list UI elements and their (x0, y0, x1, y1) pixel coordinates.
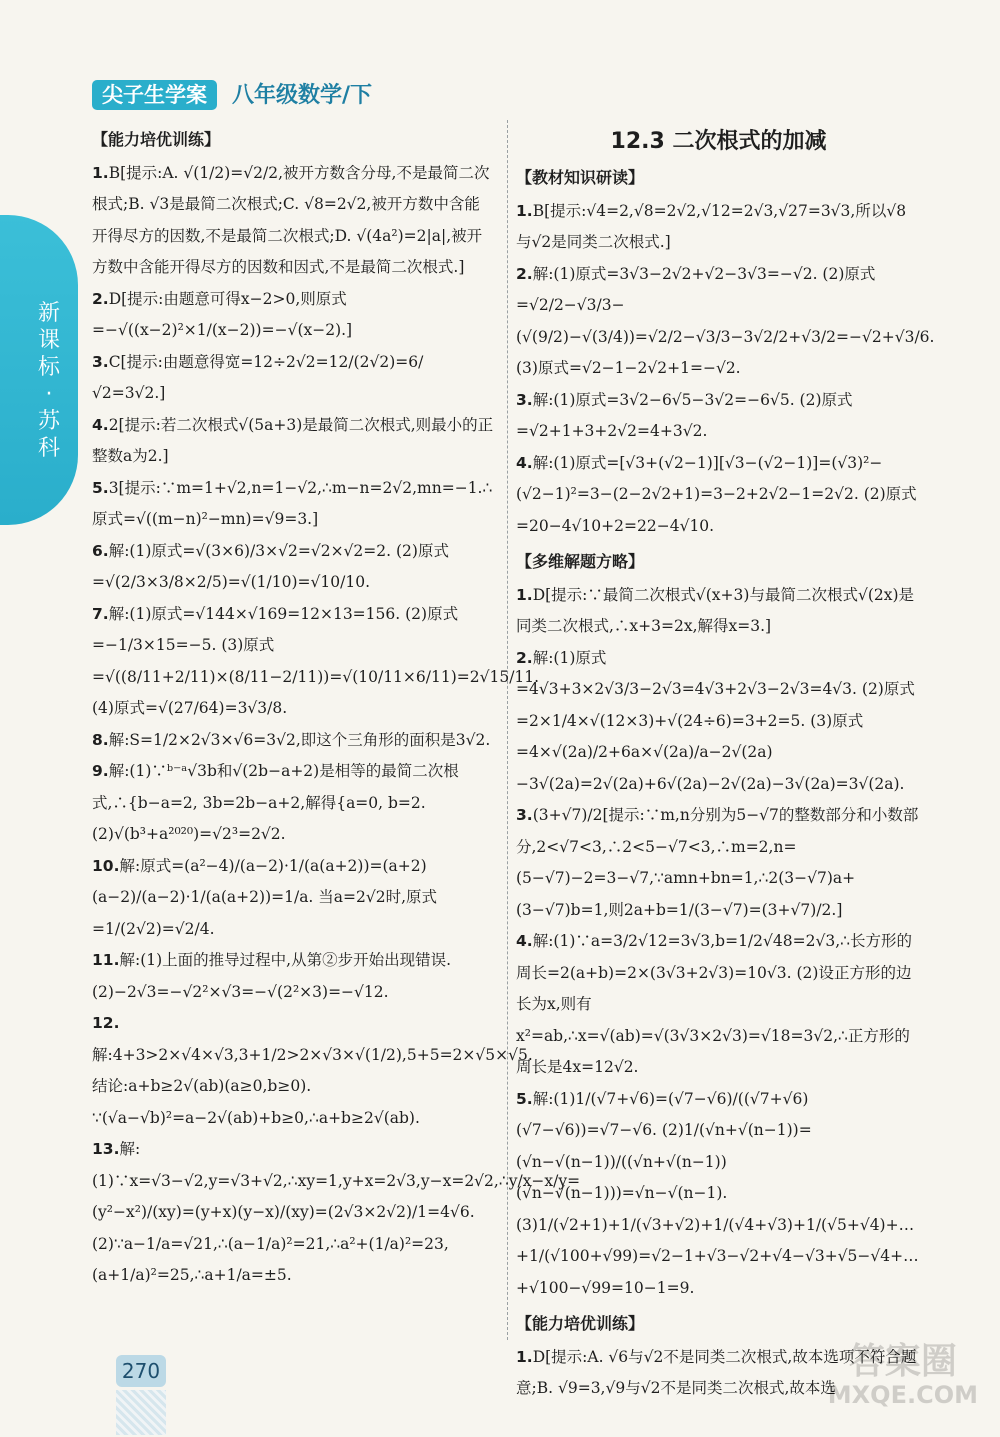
item-text: 解:(1)∵x=√3−√2,y=√3+√2,∴xy=1,y+x=2√3,y−x=2√2,∴y/x−x/y=(y²−x²)/(xy)=(y+x)(y−x)/(xy)=(2√3×2√2)/1=4√6. (2)∵a−1/a=√21,∴(a−1/a)²=21,∴a²+(1/a)²=23,(a+1/a)²=25,∴a+1/a=±5. (92, 1140, 581, 1284)
item-text: 解:S=1/2×2√3×√6=3√2,即这个三角形的面积是3√2. (108, 730, 491, 749)
side-char: 课 (37, 328, 60, 353)
item-text: C[提示:由题意得宽=12÷2√2=12/(2√2)=6/√2=3√2.] (92, 352, 424, 402)
item-text: 解:(1)原式=√144×√169=12×13=156. (2)原式=−1/3×15=−5. (3)原式=√((8/11+2/11)×(8/11−2/11))=√(10/11×6/11)=2√15/11. (4)原式=√(27/64)=3√3/8. (92, 604, 540, 717)
section-label: 【能力培优训练】 (516, 1314, 645, 1333)
item-text: 解:(1)原式=[√3+(√2−1)][√3−(√2−1)]=(√3)²−(√2−1)²=3−(2−2√2+1)=3−2+2√2−1=2√2. (2)原式=20−4√10+2=22−4√10. (516, 453, 917, 535)
item-number: 2. (516, 264, 533, 283)
item-number: 1. (92, 163, 109, 182)
answer-item (516, 1084, 921, 1305)
section-label: 【能力培优训练】 (92, 130, 221, 149)
item-text: 解:(1)原式=3√3−2√2+√2−3√3=−√2. (2)原式=√2/2−√3/3−(√(9/2)−√(3/4))=√2/2−√3/3−3√2/2+√3/2=−√2+√3/6. (3)原式=√2−1−2√2+1=−√2. (516, 264, 935, 377)
answer-item (92, 945, 494, 1008)
item-text: 解:(1)∵ᵇ⁻ᵃ√3b和√(2b−a+2)是相等的最简二次根式,∴{b−a=2, 3b=2b−a+2,解得{a=0, b=2. (2)√(b³+a²⁰²⁰)=√2³=2√2. (92, 762, 459, 843)
item-text: 解:(1)上面的推导过程中,从第②步开始出现错误. (2)−2√3=−√2²×√3=−√(2²×3)=−√12. (92, 951, 452, 1001)
answer-item (92, 1008, 533, 1134)
item-text: 3[提示:∵m=1+√2,n=1−√2,∴m−n=2√2,mn=−1.∴原式=√((m−n)²−mn)=√9=3.] (92, 478, 493, 528)
item-number: 2. (92, 289, 109, 308)
answer-item (92, 536, 494, 599)
item-number: 3. (516, 390, 533, 409)
item-text: 2[提示:若二次根式√(5a+3)是最简二次根式,则最小的正整数a为2.] (92, 415, 494, 465)
answer-item (516, 448, 921, 543)
section-label: 【多维解题方略】 (516, 552, 645, 571)
watermark (828, 1343, 978, 1409)
item-number: 8. (92, 730, 109, 749)
item-number: 1. (516, 585, 533, 604)
answer-item (516, 643, 921, 801)
item-number: 5. (92, 478, 109, 497)
item-number: 7. (92, 604, 109, 623)
corner-decoration (116, 1390, 166, 1435)
side-tab-label (34, 300, 64, 462)
answer-item (516, 580, 921, 643)
right-column (516, 120, 935, 1405)
answer-item (92, 756, 494, 851)
side-char: 标 (37, 355, 60, 380)
column-divider (507, 120, 508, 1340)
item-text: D[提示:A. √6与√2不是同类二次根式,故本选项不符合题意;B. √9=3,√9与√2不是同类二次根式,故本选 (516, 1347, 917, 1397)
item-number: 5. (516, 1089, 533, 1108)
item-number: 9. (92, 762, 109, 780)
item-text: 解:(1)1/(√7+√6)=(√7−√6)/((√7+√6)(√7−√6))=√7−√6. (2)1/(√n+√(n−1))=(√n−√(n−1))/((√n+√(n−1))(√n−√(n−1)))=√n−√(n−1). (3)1/(√2+1)+1/(√3+√2)+1/(√4+√3)+1/(√5+√4)+…+1/(√100+√99)=√2−1+√3−√2+√4−√3+√5−√4+…+√100−√99=10−1=9. (516, 1089, 919, 1297)
item-number: 1. (516, 201, 533, 220)
item-text: D[提示:由题意可得x−2>0,则原式=−√((x−2)²×1/(x−2))=−√(x−2).] (92, 289, 353, 339)
answer-item (92, 725, 494, 757)
answer-item (92, 1134, 581, 1292)
side-char: 苏 (37, 409, 60, 434)
answer-item (516, 800, 921, 926)
answer-item (92, 410, 494, 473)
item-number: 4. (516, 453, 533, 472)
item-text: 解:原式=(a²−4)/(a−2)·1/(a(a+2))=(a+2)(a−2)/(a−2)·1/(a(a+2))=1/a. 当a=2√2时,原式=1/(2√2)=√2/4. (92, 856, 438, 938)
item-text: 解:(1)原式=4√3+3×2√3/3−2√3=4√3+2√3−2√3=4√3. (2)原式=2×1/4×√(12×3)+√(24÷6)=3+2=5. (3)原式=4×√(2a)/2+6a×√(2a)/a−2√(2a)−3√(2a)=2√(2a)+6√(2a)−2√(2a)−3√(2a)=3√(2a). (516, 648, 915, 793)
book-subject: 八年级数学/下 (232, 83, 373, 108)
answer-item (516, 385, 921, 448)
answer-item (516, 259, 935, 385)
section-label: 【教材知识研读】 (516, 168, 645, 187)
item-number: 3. (516, 806, 533, 824)
item-text: 解:(1)原式=√(3×6)/3×√2=√2×√2=2. (2)原式=√(2/3×3/8×2/5)=√(1/10)=√10/10. (92, 541, 449, 591)
item-number: 4. (92, 415, 109, 434)
watermark-url: MXQE.COM (827, 1381, 978, 1409)
answer-item (92, 851, 494, 946)
item-number: 12. (92, 1014, 120, 1032)
item-text: 解:(1)∵a=3/2√12=3√3,b=1/2√48=2√3,∴长方形的周长=2(a+b)=2×(3√3+2√3)=10√3. (2)设正方形的边长为x,则有x²=ab,∴x=√(ab)=√(3√3×2√3)=√18=3√2,∴正方形的周长是4x=12√2. (516, 932, 912, 1076)
answer-item (92, 599, 540, 725)
answer-item (92, 284, 494, 347)
item-text: D[提示:∵最简二次根式√(x+3)与最简二次根式√(2x)是同类二次根式,∴x+3=2x,解得x=3.] (516, 585, 915, 635)
item-text: B[提示:√4=2,√8=2√2,√12=2√3,√27=3√3,所以√8与√2是同类二次根式.] (516, 201, 907, 251)
item-text: 解:4+3>2×√4×√3,3+1/2>2×√3×√(1/2),5+5=2×√5×√5. 结论:a+b≥2√(ab)(a≥0,b≥0). ∵(√a−√b)²=a−2√(ab)+b≥0,∴a+b≥2√(ab). (92, 1045, 533, 1127)
item-number: 4. (516, 932, 533, 950)
page-number: 270 (116, 1355, 166, 1387)
item-number: 1. (516, 1347, 533, 1366)
item-text: (3+√7)/2[提示:∵m,n分别为5−√7的整数部分和小数部分,2<√7<3,∴2<5−√7<3,∴m=2,n=(5−√7)−2=3−√7,∵amn+bn=1,∴2(3−√7)a+(3−√7)b=1,则2a+b=1/(3−√7)=(3+√7)/2.] (516, 806, 919, 919)
side-char: 新 (37, 301, 60, 326)
side-char: 科 (37, 436, 60, 461)
answer-item (92, 347, 494, 410)
section-title: 12.3 二次根式的加减 (610, 129, 827, 154)
item-number: 13. (92, 1140, 120, 1158)
item-number: 11. (92, 951, 120, 969)
answer-item (92, 473, 494, 536)
item-number: 2. (516, 648, 533, 667)
item-text: B[提示:A. √(1/2)=√2/2,被开方数含分母,不是最简二次根式;B. √3是最简二次根式;C. √8=2√2,被开方数中含能开得尽方的因数,不是最简二次根式;D. √(4a²)=2|a|,被开方数中含能开得尽方的因数和因式,不是最简二次根式.] (92, 163, 490, 276)
book-brand: 尖子生学案 (92, 80, 217, 110)
item-number: 6. (92, 541, 109, 560)
item-text: 解:(1)原式=3√2−6√5−3√2=−6√5. (2)原式=√2+1+3+2√2=4+3√2. (516, 390, 853, 440)
side-char: · (45, 382, 53, 407)
item-number: 3. (92, 352, 109, 371)
answer-item (92, 158, 494, 284)
answer-item (516, 926, 921, 1084)
watermark-text: 答案圈 (848, 1341, 957, 1382)
answer-item (516, 196, 921, 259)
item-number: 10. (92, 856, 120, 875)
